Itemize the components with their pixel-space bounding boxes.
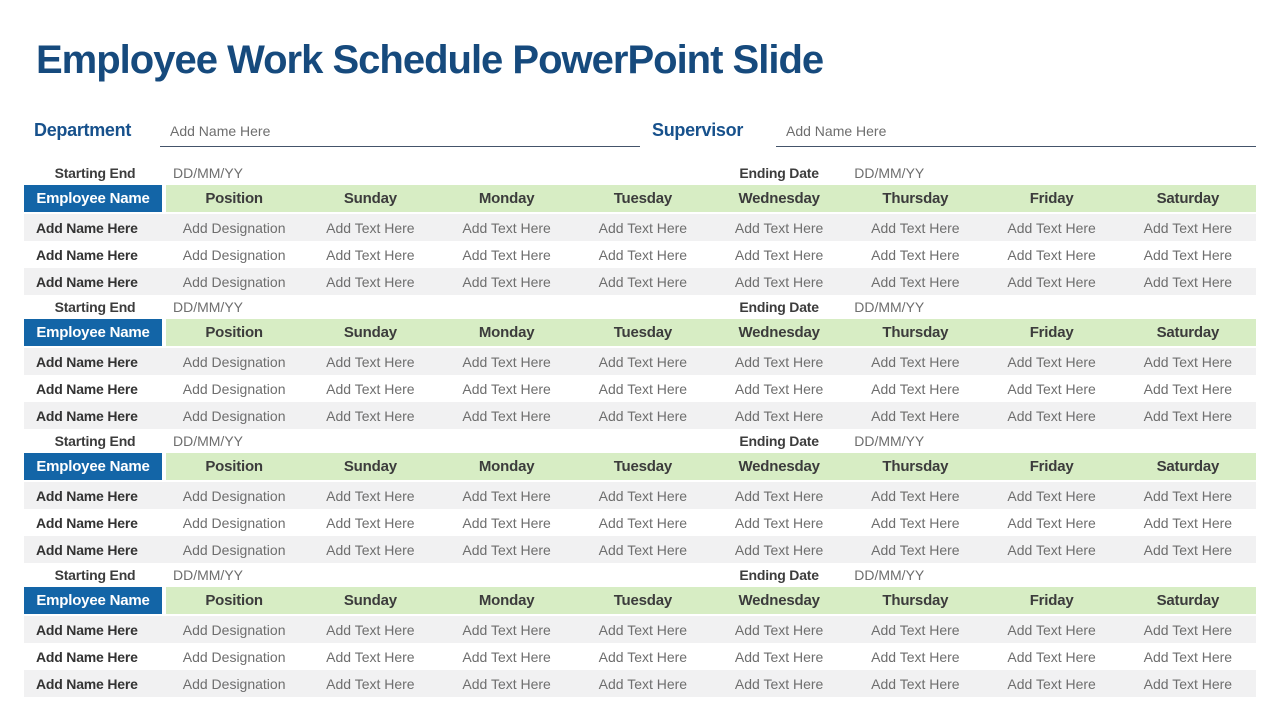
position-cell[interactable]: Add Designation (182, 246, 286, 263)
day-cell[interactable]: Add Text Here (326, 487, 415, 504)
day-cell[interactable]: Add Text Here (871, 407, 960, 424)
column-header-tuesday: Tuesday (575, 453, 711, 480)
day-cell[interactable]: Add Text Here (871, 514, 960, 531)
employee-name-cell[interactable]: Add Name Here (36, 648, 138, 665)
employee-name-cell[interactable]: Add Name Here (36, 407, 138, 424)
schedule-row (24, 375, 1256, 402)
day-cell[interactable]: Add Text Here (871, 246, 960, 263)
employee-name-cell[interactable]: Add Name Here (36, 487, 138, 504)
ending-date-value[interactable]: DD/MM/YY (854, 433, 925, 449)
column-header-position: Position (166, 185, 302, 212)
day-cell[interactable]: Add Text Here (1007, 648, 1096, 665)
schedule-row (24, 268, 1256, 295)
schedule-row (24, 616, 1256, 643)
position-cell[interactable]: Add Designation (182, 541, 286, 558)
day-cell[interactable]: Add Text Here (871, 273, 960, 290)
schedule-block (24, 161, 1256, 295)
column-header-thursday: Thursday (847, 587, 983, 614)
employee-name-cell[interactable]: Add Name Here (36, 219, 138, 236)
column-header-friday: Friday (984, 453, 1120, 480)
day-cell[interactable]: Add Text Here (462, 380, 551, 397)
schedule-row (24, 402, 1256, 429)
employee-name-cell[interactable]: Add Name Here (36, 353, 138, 370)
header-row (24, 587, 1256, 616)
day-cell[interactable]: Add Text Here (598, 675, 688, 692)
column-header-saturday: Saturday (1120, 319, 1256, 346)
date-row (24, 563, 1256, 587)
day-cell[interactable]: Add Text Here (598, 353, 688, 370)
schedule-block (24, 563, 1256, 697)
day-cell[interactable]: Add Text Here (871, 487, 960, 504)
employee-name-cell[interactable]: Add Name Here (36, 675, 138, 692)
column-header-position: Position (166, 319, 302, 346)
department-value[interactable]: Add Name Here (170, 123, 271, 139)
employee-name-cell[interactable]: Add Name Here (36, 246, 138, 263)
starting-end-label: Starting End (54, 567, 136, 583)
column-header-sunday: Sunday (302, 319, 438, 346)
starting-end-label: Starting End (54, 299, 136, 315)
day-cell[interactable]: Add Text Here (598, 407, 688, 424)
ending-date-label: Ending Date (739, 299, 819, 315)
day-cell[interactable]: Add Text Here (1143, 273, 1233, 290)
day-cell[interactable]: Add Text Here (1143, 675, 1233, 692)
day-cell[interactable]: Add Text Here (1007, 407, 1096, 424)
position-cell[interactable]: Add Designation (182, 219, 286, 236)
day-cell[interactable]: Add Text Here (1007, 541, 1096, 558)
day-cell[interactable]: Add Text Here (462, 648, 551, 665)
column-header-tuesday: Tuesday (575, 319, 711, 346)
column-header-monday: Monday (439, 319, 575, 346)
day-cell[interactable]: Add Text Here (734, 675, 824, 692)
day-cell[interactable]: Add Text Here (1143, 353, 1233, 370)
employee-name-cell[interactable]: Add Name Here (36, 621, 138, 638)
schedule-row (24, 509, 1256, 536)
day-cell[interactable]: Add Text Here (1007, 621, 1096, 638)
day-cell[interactable]: Add Text Here (871, 353, 960, 370)
schedule-row (24, 643, 1256, 670)
day-cell[interactable]: Add Text Here (326, 541, 415, 558)
starting-date-value[interactable]: DD/MM/YY (173, 165, 243, 181)
day-cell[interactable]: Add Text Here (462, 675, 551, 692)
schedule-row (24, 214, 1256, 241)
day-cell[interactable]: Add Text Here (326, 675, 415, 692)
day-cell[interactable]: Add Text Here (734, 219, 824, 236)
day-cell[interactable]: Add Text Here (1143, 219, 1233, 236)
position-cell[interactable]: Add Designation (182, 380, 286, 397)
day-cell[interactable]: Add Text Here (734, 487, 824, 504)
day-cell[interactable]: Add Text Here (734, 541, 824, 558)
day-cell[interactable]: Add Text Here (1143, 514, 1233, 531)
day-cell[interactable]: Add Text Here (871, 675, 960, 692)
day-cell[interactable]: Add Text Here (462, 621, 551, 638)
day-cell[interactable]: Add Text Here (734, 648, 824, 665)
day-cell[interactable]: Add Text Here (326, 648, 415, 665)
day-cell[interactable]: Add Text Here (734, 621, 824, 638)
day-cell[interactable]: Add Text Here (734, 273, 824, 290)
day-cell[interactable]: Add Text Here (462, 407, 551, 424)
schedule-block (24, 295, 1256, 429)
day-cell[interactable]: Add Text Here (1007, 487, 1096, 504)
day-cell[interactable]: Add Text Here (462, 219, 551, 236)
position-cell[interactable]: Add Designation (182, 675, 286, 692)
day-cell[interactable]: Add Text Here (1007, 273, 1096, 290)
day-cell[interactable]: Add Text Here (326, 273, 415, 290)
day-cell[interactable]: Add Text Here (326, 219, 415, 236)
column-header-saturday: Saturday (1120, 453, 1256, 480)
starting-date-value[interactable]: DD/MM/YY (173, 299, 243, 315)
day-cell[interactable]: Add Text Here (462, 541, 551, 558)
day-cell[interactable]: Add Text Here (326, 621, 415, 638)
ending-date-value[interactable]: DD/MM/YY (854, 299, 925, 315)
day-cell[interactable]: Add Text Here (326, 246, 415, 263)
day-cell[interactable]: Add Text Here (598, 487, 688, 504)
column-header-monday: Monday (439, 453, 575, 480)
column-header-wednesday: Wednesday (711, 587, 847, 614)
position-cell[interactable]: Add Designation (182, 487, 286, 504)
schedule-row (24, 348, 1256, 375)
day-cell[interactable]: Add Text Here (598, 246, 688, 263)
starting-date-value[interactable]: DD/MM/YY (173, 567, 243, 583)
column-header-thursday: Thursday (847, 453, 983, 480)
day-cell[interactable]: Add Text Here (871, 380, 960, 397)
day-cell[interactable]: Add Text Here (734, 407, 824, 424)
column-header-position: Position (166, 453, 302, 480)
day-cell[interactable]: Add Text Here (1007, 246, 1096, 263)
day-cell[interactable]: Add Text Here (598, 621, 688, 638)
column-header-thursday: Thursday (847, 319, 983, 346)
department-label: Department (34, 120, 132, 140)
schedule-row (24, 482, 1256, 509)
ending-date-label: Ending Date (739, 433, 819, 449)
day-cell[interactable]: Add Text Here (462, 487, 551, 504)
day-cell[interactable]: Add Text Here (734, 514, 824, 531)
ending-date-label: Ending Date (739, 567, 819, 583)
column-header-employee-name: Employee Name (24, 587, 166, 614)
day-cell[interactable]: Add Text Here (1143, 246, 1233, 263)
day-cell[interactable]: Add Text Here (598, 514, 688, 531)
schedule-row (24, 241, 1256, 268)
employee-name-cell[interactable]: Add Name Here (36, 541, 138, 558)
column-header-tuesday: Tuesday (575, 587, 711, 614)
day-cell[interactable]: Add Text Here (734, 246, 824, 263)
position-cell[interactable]: Add Designation (182, 514, 286, 531)
ending-date-value[interactable]: DD/MM/YY (854, 165, 925, 181)
department-field[interactable] (160, 119, 640, 147)
day-cell[interactable]: Add Text Here (1143, 541, 1233, 558)
position-cell[interactable]: Add Designation (182, 273, 286, 290)
employee-name-cell[interactable]: Add Name Here (36, 380, 138, 397)
day-cell[interactable]: Add Text Here (734, 353, 824, 370)
day-cell[interactable]: Add Text Here (1007, 353, 1096, 370)
day-cell[interactable]: Add Text Here (871, 648, 960, 665)
starting-end-label: Starting End (54, 433, 136, 449)
day-cell[interactable]: Add Text Here (734, 380, 824, 397)
day-cell[interactable]: Add Text Here (1007, 219, 1096, 236)
column-header-friday: Friday (984, 319, 1120, 346)
day-cell[interactable]: Add Text Here (598, 648, 688, 665)
position-cell[interactable]: Add Designation (182, 353, 286, 370)
column-header-friday: Friday (984, 185, 1120, 212)
day-cell[interactable]: Add Text Here (326, 380, 415, 397)
date-row (24, 161, 1256, 185)
supervisor-label: Supervisor (652, 120, 744, 140)
column-header-sunday: Sunday (302, 453, 438, 480)
starting-date-value[interactable]: DD/MM/YY (173, 433, 243, 449)
day-cell[interactable]: Add Text Here (462, 514, 551, 531)
ending-date-label: Ending Date (739, 165, 819, 181)
column-header-monday: Monday (439, 185, 575, 212)
column-header-thursday: Thursday (847, 185, 983, 212)
column-header-employee-name: Employee Name (24, 319, 166, 346)
day-cell[interactable]: Add Text Here (1143, 407, 1233, 424)
position-cell[interactable]: Add Designation (182, 621, 286, 638)
column-header-wednesday: Wednesday (711, 185, 847, 212)
schedule-row (24, 670, 1256, 697)
date-row (24, 429, 1256, 453)
column-header-saturday: Saturday (1120, 587, 1256, 614)
day-cell[interactable]: Add Text Here (871, 219, 960, 236)
employee-name-cell[interactable]: Add Name Here (36, 273, 138, 290)
day-cell[interactable]: Add Text Here (1143, 621, 1233, 638)
day-cell[interactable]: Add Text Here (598, 219, 688, 236)
position-cell[interactable]: Add Designation (182, 407, 286, 424)
day-cell[interactable]: Add Text Here (1007, 514, 1096, 531)
supervisor-value[interactable]: Add Name Here (786, 123, 887, 139)
schedule-row (24, 536, 1256, 563)
position-cell[interactable]: Add Designation (182, 648, 286, 665)
day-cell[interactable]: Add Text Here (871, 621, 960, 638)
date-row (24, 295, 1256, 319)
column-header-employee-name: Employee Name (24, 453, 166, 480)
column-header-wednesday: Wednesday (711, 453, 847, 480)
column-header-wednesday: Wednesday (711, 319, 847, 346)
schedule-blocks (24, 161, 1256, 697)
day-cell[interactable]: Add Text Here (462, 353, 551, 370)
column-header-sunday: Sunday (302, 185, 438, 212)
day-cell[interactable]: Add Text Here (871, 541, 960, 558)
supervisor-field[interactable] (776, 119, 1256, 147)
day-cell[interactable]: Add Text Here (598, 273, 688, 290)
schedule-block (24, 429, 1256, 563)
column-header-tuesday: Tuesday (575, 185, 711, 212)
header-row (24, 319, 1256, 348)
column-header-saturday: Saturday (1120, 185, 1256, 212)
day-cell[interactable]: Add Text Here (1143, 380, 1233, 397)
column-header-friday: Friday (984, 587, 1120, 614)
employee-name-cell[interactable]: Add Name Here (36, 514, 138, 531)
header-row (24, 453, 1256, 482)
header-row (24, 185, 1256, 214)
day-cell[interactable]: Add Text Here (326, 407, 415, 424)
day-cell[interactable]: Add Text Here (598, 380, 688, 397)
day-cell[interactable]: Add Text Here (598, 541, 688, 558)
ending-date-value[interactable]: DD/MM/YY (854, 567, 925, 583)
day-cell[interactable]: Add Text Here (1143, 648, 1233, 665)
day-cell[interactable]: Add Text Here (326, 353, 415, 370)
column-header-monday: Monday (439, 587, 575, 614)
column-header-position: Position (166, 587, 302, 614)
day-cell[interactable]: Add Text Here (462, 246, 551, 263)
day-cell[interactable]: Add Text Here (462, 273, 551, 290)
column-header-employee-name: Employee Name (24, 185, 166, 212)
day-cell[interactable]: Add Text Here (1143, 487, 1233, 504)
day-cell[interactable]: Add Text Here (1007, 380, 1096, 397)
column-header-sunday: Sunday (302, 587, 438, 614)
slide-title: Employee Work Schedule PowerPoint Slide (36, 38, 824, 82)
day-cell[interactable]: Add Text Here (1007, 675, 1096, 692)
day-cell[interactable]: Add Text Here (326, 514, 415, 531)
starting-end-label: Starting End (54, 165, 136, 181)
